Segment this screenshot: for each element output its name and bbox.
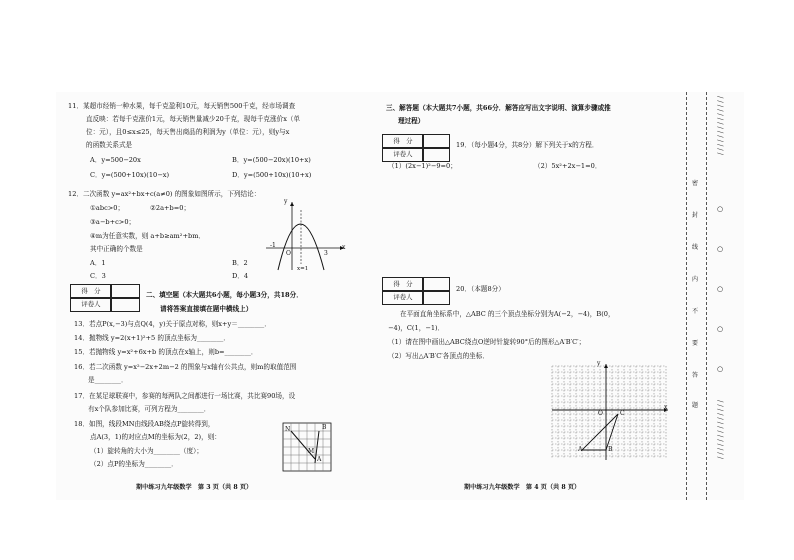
- q11-option-d: D．y=(500+10x)(10+x): [232, 171, 312, 179]
- margin-label-mi: 密: [692, 180, 699, 187]
- q12-conclusion-2: ②2a+b=0；: [150, 204, 191, 212]
- q15: 15．若抛物线 y=x²+6x+b 的顶点在x轴上，则b=________．: [74, 348, 258, 356]
- margin-circle-4: ○: [717, 325, 724, 333]
- margin-label-bu: 不: [692, 308, 699, 315]
- q14: 14．抛物线 y=2(x+1)²+5 的顶点坐标为________．: [74, 334, 230, 342]
- q12-stem: 12．二次函数 y=ax²+bx+c(a≠0) 的图象如图所示，下列结论：: [68, 190, 261, 198]
- q12-conclusion-1: ①abc>0；: [90, 204, 125, 212]
- margin-label-feng: 封: [692, 212, 699, 219]
- q20-line-1: 在平面直角坐标系中，△ABC 的三个顶点坐标分别为A(−2，−4)，B(0，: [400, 310, 615, 318]
- q20-line-2: −4)，C(1，−1)．: [388, 324, 445, 332]
- q20-label-a: A: [578, 446, 583, 453]
- margin-label-yao: 要: [692, 340, 699, 347]
- q19-part-1: （1）(2x−1)²−9=0；: [388, 162, 457, 170]
- q12-graph-label-neg1: -1: [270, 242, 276, 249]
- q16-line-2: 是________．: [88, 376, 128, 384]
- q18-sub-2: （2）点P的坐标为________．: [90, 460, 178, 468]
- q17-line-1: 17．在某足球联赛中，参赛的每两队之间都进行一场比赛，共比赛90场，设: [74, 392, 296, 400]
- margin-slashes-top: //////////////: [716, 96, 724, 158]
- q12-graph-label-3: 3: [324, 250, 328, 257]
- q12-graph-label-o: O: [286, 250, 291, 257]
- q18-label-a: A: [317, 456, 322, 463]
- q12-option-c: C．3: [90, 272, 106, 280]
- score-box-1-score: 得 分: [382, 134, 424, 149]
- q13: 13．若点P(x,−3)与点Q(4，y)关于原点对称，则x+y＝________．: [74, 320, 271, 328]
- q20-label-c: C: [620, 410, 625, 417]
- q20-label-y: y: [597, 360, 601, 367]
- margin-circle-1: ○: [717, 205, 724, 213]
- section3-title-2: 理过程）: [398, 117, 425, 125]
- q19-stem: 19．（每小题4分，共8分）解下列关于x的方程．: [456, 141, 599, 149]
- margin-circle-5: ○: [717, 365, 724, 373]
- section2-title: 二、填空题（本大题共6小题，每小题3分，共18分．: [146, 291, 303, 299]
- q12-graph-label-axis: x=1: [297, 266, 309, 272]
- q12-option-d: D．4: [232, 272, 249, 280]
- q20-label-o: O: [598, 410, 603, 417]
- q20-stem: 20．（本题8分）: [456, 285, 505, 293]
- margin-label-nei: 内: [692, 276, 699, 283]
- right-footer: 期中练习九年级数学 第 4 页（共 8 页）: [464, 484, 581, 491]
- score-box-left-grader-blank[interactable]: [110, 297, 140, 312]
- margin-slashes-bottom: //////////////: [716, 400, 724, 462]
- margin-rule-right: [706, 92, 707, 500]
- q12-graph-label-y: y: [284, 198, 288, 205]
- q20-sub-1: （1）请在图中画出△ABC绕点O逆时针旋转90°后的图形△A′B′C′；: [388, 338, 586, 346]
- q20-label-b: B: [608, 446, 613, 453]
- q18-line-2: 点A(3，1)的对应点M的坐标为(2，2)，则：: [90, 433, 221, 441]
- q12-option-a: A．1: [90, 259, 106, 267]
- q11-stem-4: 的函数关系式是: [86, 141, 133, 149]
- margin-rule-left: [686, 92, 687, 500]
- left-footer: 期中练习九年级数学 第 3 页（共 8 页）: [136, 484, 253, 491]
- q18-label-m: M: [308, 448, 315, 455]
- grid-lines: [552, 366, 666, 458]
- section3-title: 三、解答题（本大题共7小题，共66分．解答应写出文字说明、演算步骤或推: [386, 104, 611, 112]
- q12-conclusion-4: ④m为任意实数，则 a+b≥am²+bm．: [90, 232, 206, 240]
- q17-line-2: 有x个队参加比赛，可列方程为________．: [88, 405, 211, 413]
- q18-label-b: B: [322, 424, 327, 431]
- section2-note: 请将答案直接填在题中横线上）: [160, 305, 253, 313]
- margin-label-da: 答: [692, 372, 699, 379]
- score-box-2-grader-blank[interactable]: [422, 290, 450, 305]
- score-box-2-score: 得 分: [382, 277, 424, 292]
- q12-ask: 其中正确的个数是: [90, 245, 143, 253]
- margin-circle-3: ○: [717, 285, 724, 293]
- score-box-1-grader-blank[interactable]: [422, 147, 450, 162]
- score-box-2-grader: 评卷人: [382, 290, 424, 305]
- margin-label-ti: 题: [692, 402, 699, 409]
- q11-option-a: A．y=500−20x: [90, 156, 141, 164]
- margin-label-xian: 线: [692, 244, 699, 251]
- q20-label-x: x: [664, 404, 668, 411]
- q11-stem-3: 位：元），且0≤x≤25，每天售出商品的利润为y（单位：元），则y与x: [86, 128, 290, 136]
- q16-line-1: 16．若二次函数 y=x²−2x+2m−2 的图象与x轴有公共点，则m的取值范围: [74, 363, 297, 371]
- q12-conclusion-3: ③a−b+c>0；: [90, 218, 136, 226]
- q12-graph-label-x: x: [342, 244, 346, 251]
- q18-sub-1: （1）旋转角的大小为________（度）；: [90, 447, 203, 455]
- q11-stem-1: 11．某超市经销一种水果，每千克盈利10元，每天销售500千克，经市场调查: [68, 102, 296, 110]
- q12-parabola-graph: [262, 198, 348, 272]
- q12-option-b: B．2: [232, 259, 248, 267]
- score-box-left-score: 得 分: [70, 284, 112, 299]
- q19-part-2: （2）5x²+2x−1=0．: [534, 162, 602, 170]
- q18-label-n: N: [285, 426, 291, 433]
- score-box-1-grader: 评卷人: [382, 147, 424, 162]
- q11-option-b: B．y=(500−20x)(10+x): [232, 156, 311, 164]
- y-axis-arrow: [290, 202, 294, 206]
- q11-option-c: C．y=(500+10x)(10−x): [90, 171, 170, 179]
- q20-sub-2: （2）写出△A′B′C′各顶点的坐标．: [388, 352, 489, 360]
- score-box-left-grader: 评卷人: [70, 297, 112, 312]
- margin-circle-2: ○: [717, 245, 724, 253]
- q11-stem-2: 直反映：若每千克涨价1元，每天销售量减少20千克，现每千克涨价x（单: [86, 115, 301, 123]
- q18-line-1: 18．如图，线段MN由线段AB绕点P旋转得到，: [74, 420, 215, 428]
